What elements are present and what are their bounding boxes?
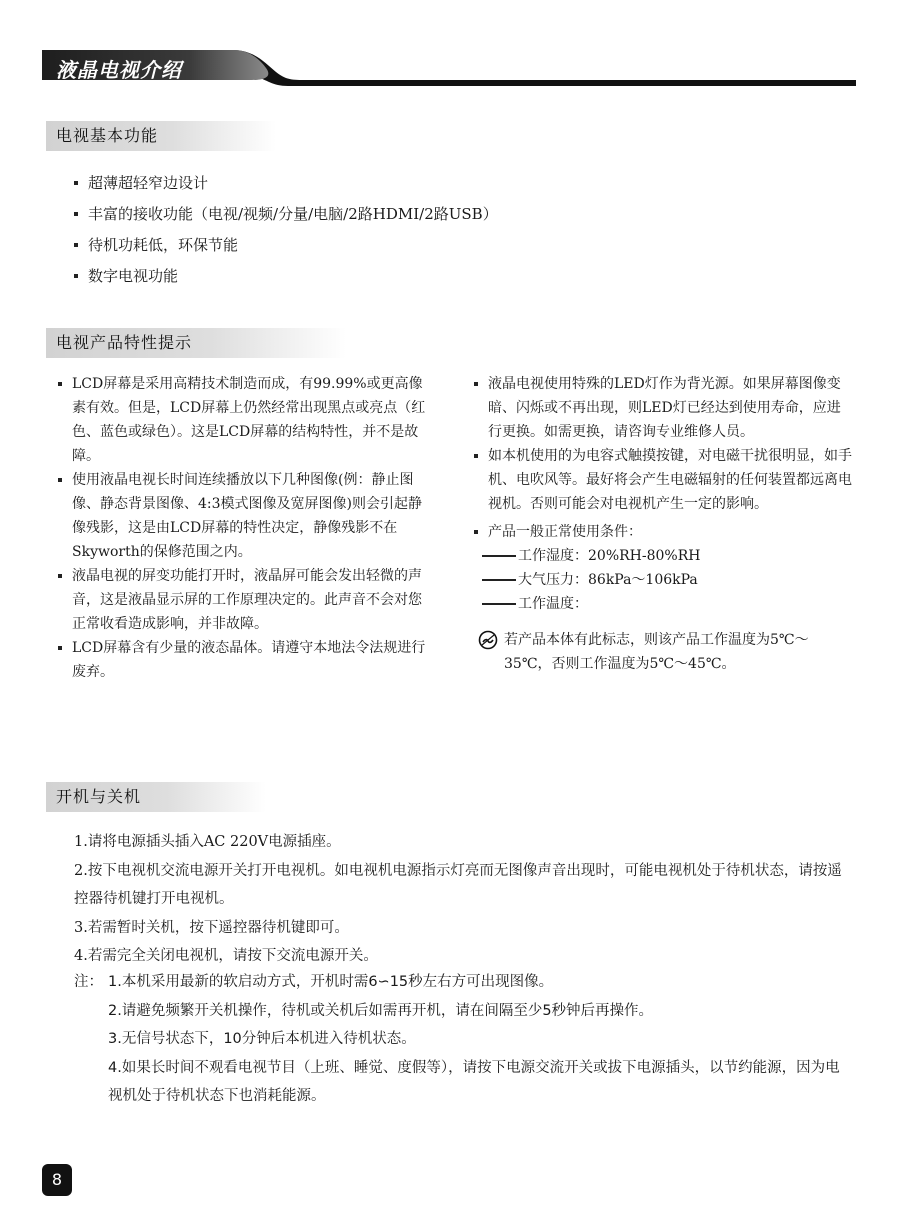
page-title: 液晶电视介绍 <box>56 58 182 82</box>
list-item: 丰富的接收功能（电视/视频/分量/电脑/2路HDMI/2路USB） <box>72 201 498 232</box>
condition-humidity <box>472 544 852 568</box>
power-step: 2.按下电视机交流电源开关打开电视机。如电视机电源指示灯亮而无图像声音出现时，可能电视机处于待机状态，请按遥控器待机键打开电视机。 <box>74 862 842 907</box>
list-item: LCD屏幕是采用高精技术制造而成，有99.99%或更高像素有效。但是，LCD屏幕上仍然经常出现黑点或亮点（红色、蓝色或绿色）。这是LCD屏幕的结构特性，并不是故障。 <box>56 372 432 468</box>
note-item: 4.如果长时间不观看电视节目（上班、睡觉、度假等），请按下电源交流开关或拔下电源插头，以节约能源，因为电视机处于待机状态下也消耗能源。 <box>108 1059 840 1104</box>
features-right-list <box>472 372 852 544</box>
note-item: 3.无信号状态下，10分钟后本机进入待机状态。 <box>108 1031 416 1047</box>
basic-feature-list <box>72 170 498 294</box>
temperature-note <box>472 628 852 676</box>
conditions-title: 产品一般正常使用条件： <box>472 520 852 544</box>
power-steps <box>74 828 844 971</box>
list-item: 超薄超轻窄边设计 <box>72 170 498 201</box>
section-title-power: 开机与关机 <box>46 782 266 812</box>
page-number: 8 <box>42 1164 72 1196</box>
power-notes <box>74 968 844 1111</box>
dash-mark <box>482 579 516 581</box>
note-row <box>74 968 844 997</box>
section-title-features: 电视产品特性提示 <box>46 328 346 358</box>
temperature-note-text: 若产品本体有此标志，则该产品工作温度为5℃～35℃，否则工作温度为5℃～45℃。 <box>504 632 809 672</box>
note-label: 注： <box>74 974 103 990</box>
list-item: 数字电视功能 <box>72 263 498 294</box>
page-header <box>40 46 860 88</box>
note-item: 1.本机采用最新的软启动方式，开机时需6∽15秒左右方可出现图像。 <box>108 974 554 990</box>
condition-humidity-text: 工作湿度：20%RH-80%RH <box>518 548 701 564</box>
list-item: 液晶电视的屏变功能打开时，液晶屏可能会发出轻微的声音，这是液晶显示屏的工作原理决定的。此声音不会对您正常收看造成影响，并非故障。 <box>56 564 432 636</box>
temperature-mark-icon <box>478 630 498 650</box>
list-item: 待机功耗低，环保节能 <box>72 232 498 263</box>
power-step: 4.若需完全关闭电视机，请按下交流电源开关。 <box>74 948 378 964</box>
section-title-basic: 电视基本功能 <box>46 121 276 151</box>
list-item: 液晶电视使用特殊的LED灯作为背光源。如果屏幕图像变暗、闪烁或不再出现，则LED灯已经达到使用寿命，应进行更换。如需更换，请咨询专业维修人员。 <box>472 372 852 444</box>
features-left-list <box>56 372 432 684</box>
power-step: 1.请将电源插头插入AC 220V电源插座。 <box>74 834 341 850</box>
features-right-column <box>472 372 852 676</box>
condition-pressure-text: 大气压力：86kPa～106kPa <box>518 572 698 588</box>
note-item: 2.请避免频繁开关机操作，待机或关机后如需再开机，请在间隔至少5秒钟后再操作。 <box>108 1002 654 1019</box>
dash-mark <box>482 555 516 557</box>
list-item: 使用液晶电视长时间连续播放以下几种图像(例：静止图像、静态背景图像、4:3模式图像及宽屏图像)则会引起静像残影，这是由LCD屏幕的特性决定，静像残影不在Skyworth的保修范围之内。 <box>56 468 432 564</box>
condition-temperature <box>472 592 852 616</box>
list-item: 如本机使用的为电容式触摸按键，对电磁干扰很明显，如手机、电吹风等。最好将会产生电磁辐射的任何装置都远离电视机。否则可能会对电视机产生一定的影响。 <box>472 444 852 516</box>
dash-mark <box>482 603 516 605</box>
condition-temperature-text: 工作温度： <box>518 596 588 612</box>
list-item: LCD屏幕含有少量的液态晶体。请遵守本地法令法规进行废弃。 <box>56 636 432 684</box>
power-step: 3.若需暂时关机，按下遥控器待机键即可。 <box>74 919 349 936</box>
condition-pressure <box>472 568 852 592</box>
features-left-column <box>56 372 432 684</box>
